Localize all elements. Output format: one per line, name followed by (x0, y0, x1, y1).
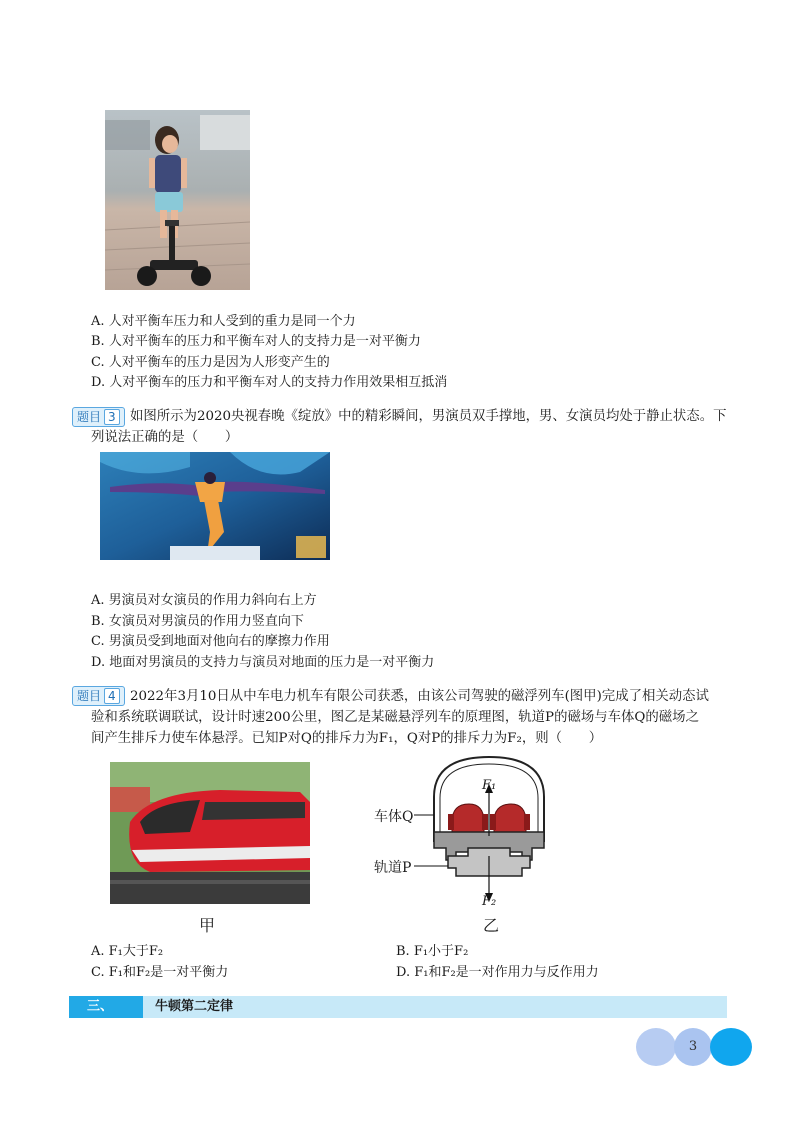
performance-photo (100, 452, 330, 560)
q2-option-d: D. 人对平衡车的压力和平衡车对人的支持力作用效果相互抵消 (91, 375, 448, 390)
q3-option-a: A. 男演员对女演员的作用力斜向右上方 (91, 593, 317, 608)
figure-caption-left: 甲 (199, 916, 216, 935)
maglev-diagram-svg (372, 752, 572, 932)
q2-option-c: C. 人对平衡车的压力是因为人形变产生的 (91, 355, 330, 370)
page-number: 3 (674, 1028, 712, 1066)
page-circle-decor-right (710, 1028, 752, 1066)
q2-option-b: B. 人对平衡车的压力和平衡车对人的支持力是一对平衡力 (91, 334, 421, 349)
q4-stem-line-3: 间产生排斥力使车体悬浮。已知P对Q的排斥力为F₁，Q对P的排斥力为F₂，则（ ） (91, 731, 603, 746)
q3-option-b: B. 女演员对男演员的作用力竖直向下 (91, 614, 304, 629)
q4-stem-line-1: 2022年3月10日从中车电力机车有限公司获悉，由该公司驾驶的磁浮列车(图甲)完成了相关动态试 (130, 689, 709, 704)
question-number: 4 (104, 688, 120, 704)
q4-option-a: A. F₁大于F₂ (91, 944, 164, 959)
question-tag-label: 题目 (77, 410, 102, 424)
balance-scooter-photo (105, 110, 250, 290)
label-force-f1: F₁ (482, 778, 497, 793)
q3-stem-line-1: 如图所示为2020央视春晚《绽放》中的精彩瞬间，男演员双手撑地，男、女演员均处于静止状态。下 (130, 409, 727, 424)
section-number: 三、 (69, 996, 143, 1018)
q3-option-d: D. 地面对男演员的支持力与演员对地面的压力是一对平衡力 (91, 655, 435, 670)
section-title: 牛顿第二定律 (155, 999, 234, 1014)
q2-option-a: A. 人对平衡车压力和人受到的重力是同一个力 (91, 314, 356, 329)
section-header (69, 996, 727, 1018)
question-number: 3 (104, 409, 120, 425)
maglev-train-photo (110, 762, 310, 904)
question-tag (72, 686, 125, 706)
maglev-diagram (372, 752, 572, 932)
q4-option-b: B. F₁小于F₂ (396, 944, 469, 959)
label-force-f2: F₂ (482, 894, 497, 909)
question-tag-label: 题目 (77, 689, 102, 703)
q4-option-c: C. F₁和F₂是一对平衡力 (91, 965, 229, 980)
q3-stem-line-2: 列说法正确的是（ ） (91, 430, 239, 445)
label-car-body: 车体Q (374, 809, 414, 825)
q4-stem-line-2: 验和系统联调联试，设计时速200公里，图乙是某磁悬浮列车的原理图，轨道P的磁场与车体Q的磁场之 (91, 710, 699, 725)
figure-caption-right: 乙 (483, 916, 500, 935)
page-circle-decor-left (636, 1028, 676, 1066)
question-tag (72, 407, 125, 427)
q4-option-d: D. F₁和F₂是一对作用力与反作用力 (396, 965, 599, 980)
q3-option-c: C. 男演员受到地面对他向右的摩擦力作用 (91, 634, 330, 649)
label-track: 轨道P (374, 860, 412, 876)
